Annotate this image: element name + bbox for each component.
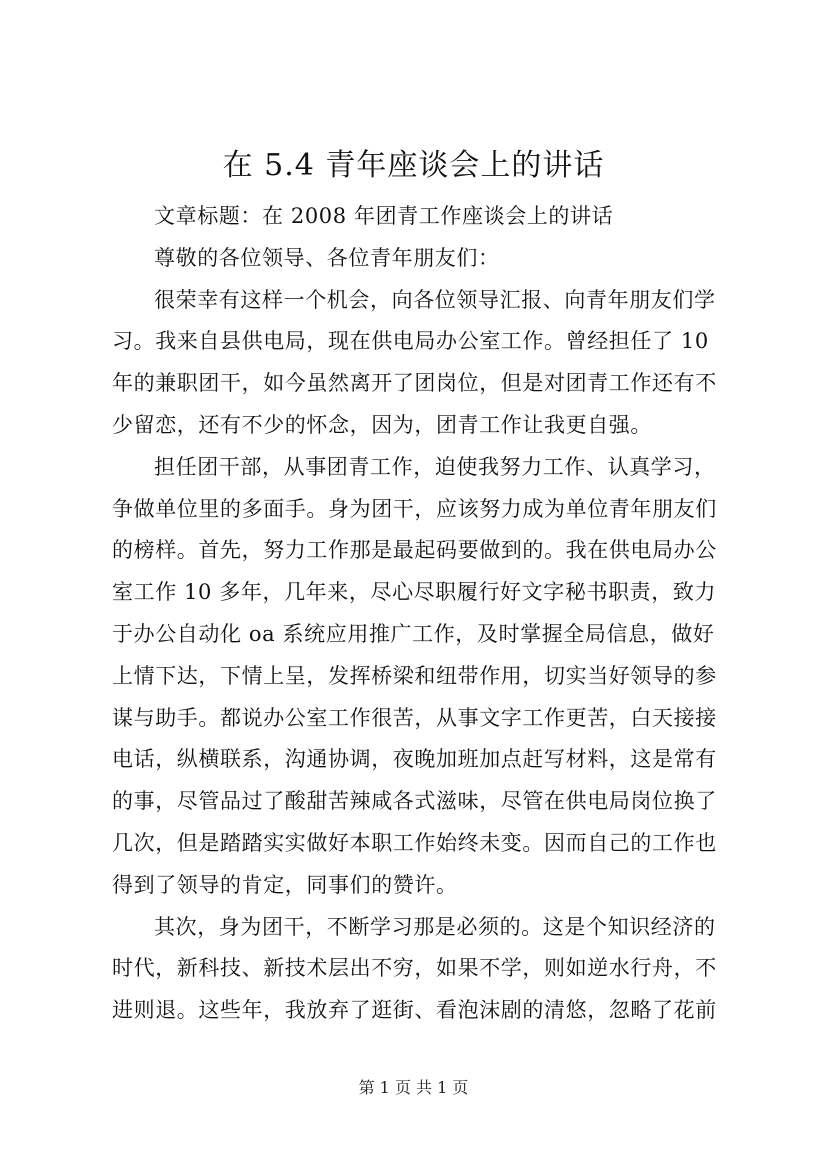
paragraph-line: 少留恋，还有不少的怀念，因为，团青工作让我更自强。 bbox=[112, 412, 652, 437]
paragraph-line: 室工作 10 多年，几年来，尽心尽职履行好文字秘书职责，致力 bbox=[112, 580, 717, 605]
paragraph-line: 上情下达，下情上呈，发挥桥梁和纽带作用，切实当好领导的参 bbox=[112, 663, 717, 688]
paragraph-line: 时代，新科技、新技术层出不穷，如果不学，则如逆水行舟，不 bbox=[112, 956, 717, 981]
paragraph-line: 于办公自动化 oa 系统应用推广工作，及时掌握全局信息，做好 bbox=[112, 621, 715, 646]
paragraph-line: 习。我来自县供电局，现在供电局办公室工作。曾经担任了 10 bbox=[112, 329, 709, 354]
page-footer: 第 1 页 共 1 页 bbox=[358, 1078, 469, 1097]
paragraph-line: 的事，尽管品过了酸甜苦辣咸各式滋味，尽管在供电局岗位换了 bbox=[112, 789, 717, 814]
paragraph-line: 谋与助手。都说办公室工作很苦，从事文字工作更苦，白天接接 bbox=[112, 705, 717, 730]
document-body bbox=[112, 196, 724, 1032]
paragraph-line: 其次，身为团干，不断学习那是必须的。这是个知识经济的 bbox=[154, 914, 716, 939]
paragraph-line: 几次，但是踏踏实实做好本职工作始终未变。因而自己的工作也 bbox=[112, 830, 717, 855]
paragraph-line: 进则退。这些年，我放弃了逛街、看泡沫剧的清悠，忽略了花前 bbox=[112, 998, 717, 1023]
paragraph-line: 争做单位里的多面手。身为团干，应该努力成为单位青年朋友们 bbox=[112, 496, 717, 521]
paragraph-line: 电话，纵横联系，沟通协调，夜晚加班加点赶写材料，这是常有 bbox=[112, 747, 717, 772]
article-title-line: 文章标题：在 2008 年团青工作座谈会上的讲话 bbox=[154, 204, 614, 228]
paragraph-line: 年的兼职团干，如今虽然离开了团岗位，但是对团青工作还有不 bbox=[112, 371, 717, 396]
paragraph-line: 很荣幸有这样一个机会，向各位领导汇报、向青年朋友们学 bbox=[154, 287, 716, 312]
paragraph-line: 得到了领导的肯定，同事们的赞许。 bbox=[112, 872, 458, 897]
salutation-line: 尊敬的各位领导、各位青年朋友们： bbox=[154, 245, 500, 270]
document-title: 在 5.4 青年座谈会上的讲话 bbox=[222, 148, 605, 183]
paragraph-line: 的榜样。首先，努力工作那是最起码要做到的。我在供电局办公 bbox=[112, 538, 717, 563]
paragraph-line: 担任团干部，从事团青工作，迫使我努力工作、认真学习， bbox=[154, 454, 716, 479]
